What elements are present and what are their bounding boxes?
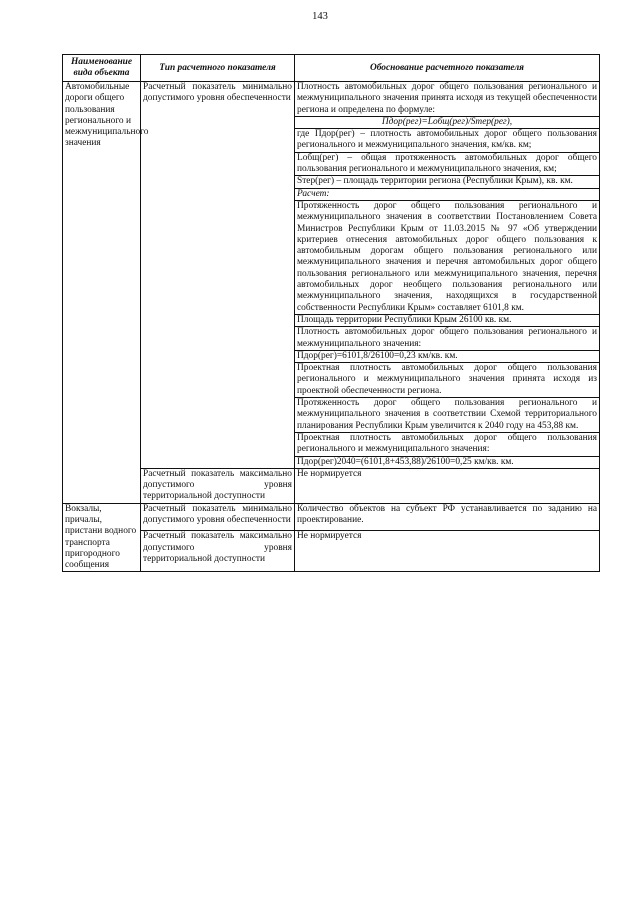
indicator-basis-cell — [295, 82, 600, 469]
header-indicator-basis: Обоснование расчетного показателя — [295, 55, 600, 82]
basis-projected-value: Пдор(рег)2040=(6101,8+453,88)/26100=0,25 км/кв. км. — [297, 456, 514, 467]
basis-intro: Плотность автомобильных дорог общего пользования регионального и межмуниципального значения принята исходя из текущей обеспеченности региона и определена по формуле: — [295, 82, 599, 117]
basis-area: Площадь территории Республики Крым 26100 кв. км. — [295, 315, 599, 327]
indicator-type-cell: Расчетный показатель минимально допустимого уровня обеспеченности — [141, 82, 295, 469]
basis-density-label: Плотность автомобильных дорог общего пользования регионального и межмуниципального значения: — [295, 327, 599, 351]
indicator-type-cell: Расчетный показатель максимально допустимого уровня территориальной доступности — [141, 468, 295, 503]
table-header-row — [63, 55, 600, 82]
indicator-type-cell: Расчетный показатель максимально допустимого уровня территориальной доступности — [141, 531, 295, 572]
page-number: 143 — [312, 11, 328, 22]
table-row — [63, 531, 600, 572]
header-indicator-type: Тип расчетного показателя — [141, 55, 295, 82]
formula: Пдор(рег)=Lобщ(рег)/Sтер(рег), — [295, 117, 599, 129]
indicator-basis-cell: Не нормируется — [295, 531, 600, 572]
table-row — [63, 82, 600, 469]
indicator-basis-cell: Количество объектов на субъект РФ устанавливается по заданию на проектирование. — [295, 503, 600, 531]
basis-legend-length: Lобщ(рег) – общая протяженность автомобильных дорог общего пользования регионального и межмуниципального значения, км; — [295, 153, 599, 177]
basis-road-length: Протяженность дорог общего пользования регионального и межмуниципального значения в соответствии Постановлением Совета Министров Республики Крым от 11.03.2015 № 97 «Об утверждении критериев отнесения автомобильных дорог общего пользования к автомобильным дорогам общего пользования регионального или межмуниципального значения и перечня автомобильных дорог общего пользования регионального или межмуниципального значения, перечня автомобильных дорог необщего пользования регионального или межмуниципального значения, находящихся в государственной собственности Республики Крым» составляет 6101,8 км. — [295, 201, 599, 315]
object-stations: Вокзалы, причалы, пристани водного транспорта пригородного сообщения — [63, 503, 141, 572]
basis-legend-area: Sтер(рег) – площадь территории региона (Республики Крым), кв. км. — [295, 176, 599, 188]
header-object-type: Наименование вида объекта — [63, 55, 141, 82]
basis-density-value: Пдор(рег)=6101,8/26100=0,23 км/кв. км. — [295, 351, 599, 363]
basis-projected-label: Проектная плотность автомобильных дорог общего пользования регионального и межмуниципального значения: — [295, 433, 599, 457]
basis-projected-intro: Проектная плотность автомобильных дорог общего пользования регионального и межмуниципального значения принята исходя из проектной обеспеченности региона. — [295, 363, 599, 398]
indicator-type-cell: Расчетный показатель минимально допустимого уровня обеспеченности — [141, 503, 295, 531]
table-row — [63, 468, 600, 503]
basis-legend-density: где Пдор(рег) – плотность автомобильных дорог общего пользования регионального и межмуниципального значения, км/кв. км; — [295, 129, 599, 153]
basis-projected-length: Протяженность дорог общего пользования регионального и межмуниципального значения в соответствии Схемой территориального планирования Республики Крым увеличится к 2040 году на 453,88 км. — [295, 398, 599, 433]
indicator-basis-cell: Не нормируется — [295, 468, 600, 503]
object-roads: Автомобильные дороги общего пользования регионального и межмуниципального значения — [63, 82, 141, 504]
table-row — [63, 503, 600, 531]
indicator-table — [62, 54, 600, 572]
calculation-heading: Расчет: — [295, 189, 599, 201]
